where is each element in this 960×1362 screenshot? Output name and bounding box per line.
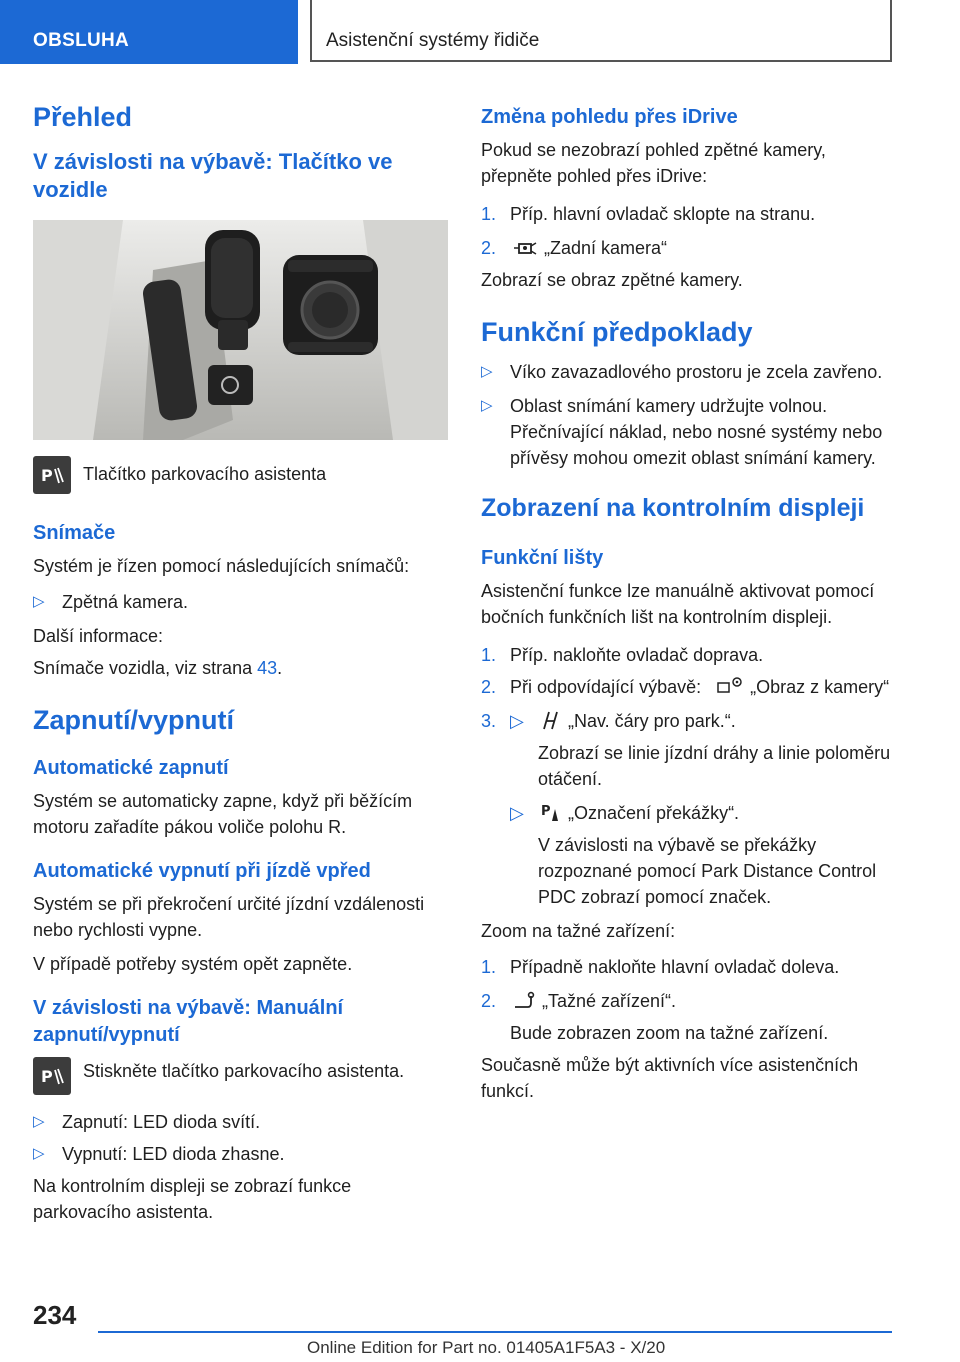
- page-number: 234: [33, 1300, 77, 1330]
- triangle-bullet-icon: ▷: [510, 711, 524, 731]
- left-column: [33, 100, 448, 1225]
- list-item: 2. Při odpovídající výbavě: „Obraz z kamery“: [481, 677, 890, 697]
- bars-sub1-desc: Zobrazí se linie jízdní dráhy a linie poloměru otáčení.: [538, 743, 891, 789]
- image-caption: Tlačítko parkovacího asistenta: [83, 464, 327, 484]
- manual-after: Na kontrolním displeji se zobrazí funkce parkovacího asistenta.: [33, 1176, 352, 1222]
- svg-text:P: P: [541, 804, 551, 819]
- triangle-bullet-icon: ▷: [33, 1113, 45, 1130]
- more-info-label: Další informace:: [33, 626, 164, 646]
- auto-off-text: Systém se při překročení určité jízdní vzdálenosti nebo rychlosti vypne.: [33, 894, 425, 940]
- list-item: 1. Příp. hlavní ovladač sklopte na stranu.: [481, 204, 816, 224]
- auto-on-heading: Automatické zapnutí: [33, 757, 229, 779]
- manual-list: [33, 1109, 448, 1167]
- list-item: ▷ „Nav. čáry pro park.“. Zobrazí se linie jízdní dráhy a linie poloměru otáčení.: [510, 708, 901, 792]
- triangle-bullet-icon: ▷: [510, 803, 524, 823]
- zoom-steps: [481, 954, 901, 1046]
- triangle-bullet-icon: ▷: [33, 1145, 45, 1162]
- display-heading: Zobrazení na kontrolním displeji: [481, 494, 865, 522]
- view-steps: [481, 201, 901, 261]
- page-link[interactable]: 43: [257, 658, 278, 678]
- footer-edition: Online Edition for Part no. 01405A1F5A3 - X/20: [307, 1338, 666, 1357]
- auto-off-heading: Automatické vypnutí při jízdě vpřed: [33, 860, 371, 882]
- console-illustration: [33, 220, 448, 440]
- bars-steps: [481, 642, 901, 910]
- manual-text: Stiskněte tlačítko parkovacího asistenta.: [83, 1061, 405, 1081]
- header-section-label: OBSLUHA: [33, 30, 130, 51]
- right-column: [481, 104, 901, 1104]
- camera-view-icon: [714, 675, 744, 697]
- bars-sub2-desc: V závislosti na výbavě se překážky rozpoznané pomocí Park Distance Control PDC zobrazí pomocí značek.: [538, 835, 877, 907]
- header-section-tab: [0, 0, 298, 64]
- view-after: Zobrazí se obraz zpětné kamery.: [481, 270, 743, 290]
- list-item: ▷ Zapnutí: LED dioda svítí.: [33, 1109, 448, 1135]
- zoom-step2-desc: Bude zobrazen zoom na tažné zařízení.: [510, 1023, 829, 1043]
- list-item: ▷ Zpětná kamera.: [33, 589, 448, 615]
- bars-text: Asistenční funkce lze manuálně aktivovat pomocí bočních funkčních lišt na kontrolním displeji.: [481, 581, 875, 627]
- list-item: 3. ▷ „Nav. čáry pro park.“. Zobrazí se linie jízdní dráhy a linie poloměru otáčení. ▷ P „Označení překážky“. V závislosti na výbavě se překážky rozpoznané pomocí Park Distance Control PDC zobrazí pomocí značek.: [481, 708, 901, 910]
- onoff-title: Zapnutí/vypnutí: [33, 705, 234, 735]
- tow-hitch-icon: [512, 991, 536, 1011]
- list-item: ▷ Oblast snímání kamery udržujte volnou. Přečnívající náklad, nebo nosné systémy nebo přívěsy mohou omezit oblast snímání kamery.: [481, 393, 901, 471]
- button-subtitle: V závislosti na výbavě: Tlačítko ve vozidle: [33, 149, 393, 202]
- triangle-bullet-icon: ▷: [481, 363, 493, 380]
- sensors-reference: Snímače vozidla, viz strana 43.: [33, 658, 283, 678]
- view-heading: Změna pohledu přes iDrive: [481, 106, 738, 128]
- svg-text:P: P: [41, 1067, 53, 1086]
- manual-row: [33, 1057, 448, 1095]
- prereq-list: [481, 359, 901, 471]
- console-photo: [33, 220, 448, 440]
- footer-divider: [98, 1331, 892, 1333]
- sensors-text: Systém je řízen pomocí následujících snímačů:: [33, 556, 410, 576]
- triangle-bullet-icon: ▷: [481, 397, 493, 414]
- obstacle-marking-icon: [540, 801, 562, 823]
- manual-heading: V závislosti na výbavě: Manuální zapnutí/vypnutí: [33, 997, 344, 1046]
- header-chapter-label: Asistenční systémy řidiče: [326, 30, 540, 51]
- list-item: 1. Případně nakloňte hlavní ovladač doleva.: [481, 957, 840, 977]
- view-text: Pokud se nezobrazí pohled zpětné kamery, přepněte pohled přes iDrive:: [481, 140, 826, 186]
- zoom-text: Zoom na tažné zařízení:: [481, 921, 676, 941]
- svg-text:P: P: [41, 466, 53, 485]
- list-item: ▷ P „Označení překážky“. V závislosti na výbavě se překážky rozpoznané pomocí Park Distance Control PDC zobrazí pomocí značek.: [510, 800, 901, 910]
- path-lines-icon: [540, 709, 562, 731]
- list-item: 2. „Tažné zařízení“. Bude zobrazen zoom na tažné zařízení.: [481, 988, 901, 1046]
- sensors-heading: Snímače: [33, 522, 116, 544]
- sensors-list: [33, 589, 448, 615]
- bars-heading: Funkční lišty: [481, 547, 604, 569]
- auto-on-text: Systém se automaticky zapne, když při běžícím motoru zařadíte pákou voliče polohu R.: [33, 791, 413, 837]
- list-item: ▷ Víko zavazadlového prostoru je zcela zavřeno.: [481, 359, 901, 385]
- auto-off-text2: V případě potřeby systém opět zapněte.: [33, 954, 353, 974]
- header-chapter-box: [310, 0, 892, 62]
- list-item: 2. „Zadní kamera“: [481, 238, 668, 258]
- bars-sub-list: [510, 708, 901, 910]
- caption-row: [33, 456, 448, 494]
- list-item: ▷ Vypnutí: LED dioda zhasne.: [33, 1141, 448, 1167]
- final-text: Současně může být aktivních více asistenčních funkcí.: [481, 1055, 859, 1101]
- park-assist-button-icon: [33, 1057, 71, 1095]
- triangle-bullet-icon: ▷: [33, 593, 45, 610]
- list-item: 1. Příp. nakloňte ovladač doprava.: [481, 645, 764, 665]
- prereq-heading: Funkční předpoklady: [481, 317, 753, 347]
- camera-icon: [512, 238, 538, 258]
- overview-title: Přehled: [33, 102, 133, 132]
- park-assist-button-icon: [33, 456, 71, 494]
